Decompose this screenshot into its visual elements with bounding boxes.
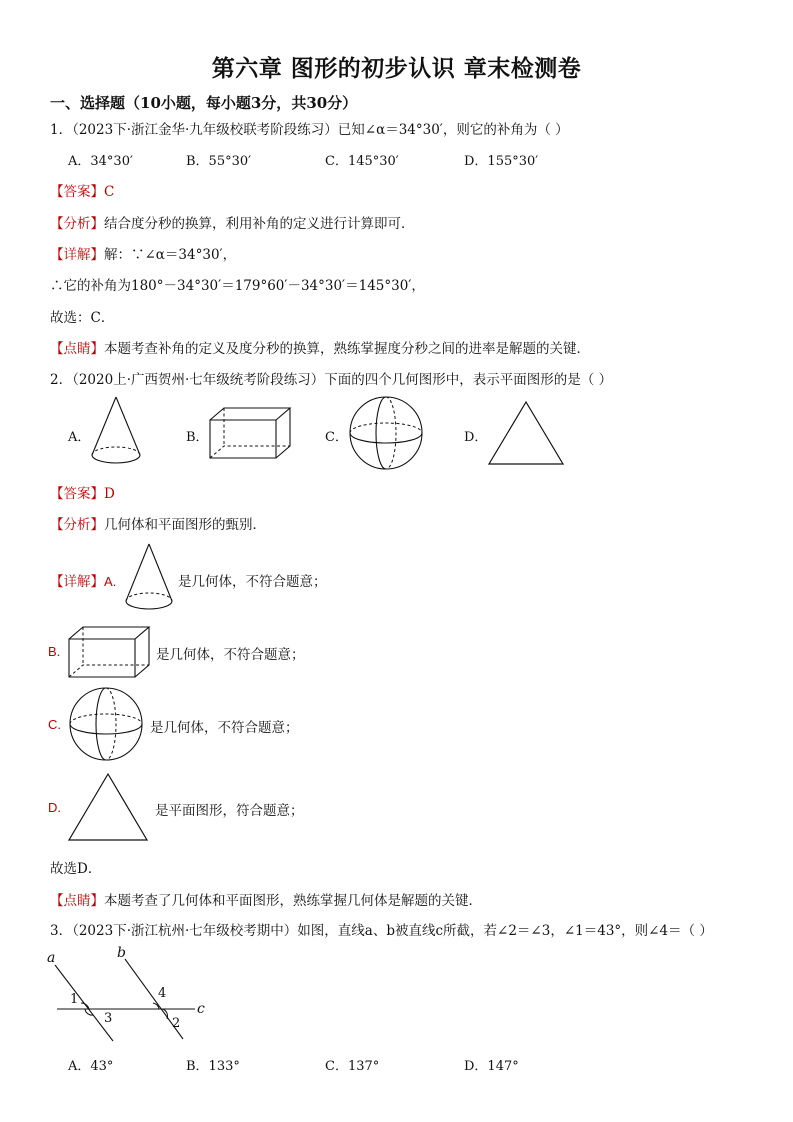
- label-angle-1: 1: [70, 992, 79, 1007]
- detail-cuboid-figure: [67, 625, 151, 679]
- comment-tag: 【点睛】: [50, 341, 104, 357]
- detail-b-letter: B.: [48, 644, 61, 659]
- detail-c-letter: C.: [48, 717, 61, 732]
- q1-stem: 1．（2023下·浙江金华·九年级校联考阶段练习）已知∠α＝34°30′，则它的补角为（ ）: [50, 122, 569, 138]
- detail-a-letter: A.: [104, 574, 117, 589]
- q1-option-a: A．34°30′: [68, 154, 133, 169]
- q1-option-c: C．145°30′: [325, 154, 399, 169]
- q2-detail-c-text: 是几何体，不符合题意；: [150, 720, 299, 736]
- label-c: c: [197, 1001, 205, 1017]
- answer-value: D: [104, 486, 115, 502]
- q2-answer: [50, 482, 115, 502]
- q2-option-c-letter: C．: [325, 430, 348, 445]
- comment-text: 本题考查补角的定义及度分秒的换算，熟练掌握度分秒之间的进率是解题的关键．: [104, 341, 590, 357]
- q3-option-b: B．133°: [186, 1059, 240, 1074]
- label-angle-3: 3: [104, 1011, 113, 1026]
- detail-d-letter: D.: [48, 800, 61, 815]
- analysis-tag: 【分析】: [50, 517, 104, 533]
- q2-option-b-letter: B．: [186, 430, 209, 445]
- detail-tag: 【详解】: [50, 574, 104, 590]
- analysis-text: 几何体和平面图形的甄别．: [104, 517, 266, 533]
- q2-option-a-letter: A．: [68, 430, 91, 445]
- q3-stem: 3．（2023下·浙江杭州·七年级校考期中）如图，直线a、b被直线c所截，若∠2＝∠3，∠1＝43°，则∠4＝（ ）: [50, 923, 713, 939]
- detail-triangle-figure: [67, 772, 149, 842]
- label-b: b: [117, 945, 126, 961]
- q2-detail-b-text: 是几何体，不符合题意；: [156, 647, 305, 663]
- q2-conclusion: 故选D．: [50, 861, 102, 877]
- q1-option-d: D．155°30′: [464, 154, 539, 169]
- q3-option-d: D．147°: [464, 1059, 519, 1074]
- q2-stem: 2．（2020上·广西贺州·七年级统考阶段练习）下面的四个几何图形中，表示平面图形的是（ ）: [50, 372, 613, 388]
- q3-option-a: A．43°: [68, 1059, 114, 1074]
- q1-comment: [50, 337, 590, 357]
- cone-figure: [88, 395, 144, 470]
- q2-detail-a: [50, 570, 116, 590]
- triangle-figure: [487, 400, 565, 466]
- analysis-text: 结合度分秒的换算，利用补角的定义进行计算即可．: [104, 216, 415, 232]
- detail-tag: 【详解】: [50, 247, 104, 263]
- q2-option-d-letter: D．: [464, 430, 488, 445]
- detail-cone-figure: [123, 542, 175, 614]
- sphere-figure: [347, 395, 425, 471]
- section-heading: 一、选择题（10小题，每小题3分，共30分）: [50, 94, 358, 112]
- analysis-tag: 【分析】: [50, 216, 104, 232]
- q2-detail-a-text: 是几何体，不符合题意；: [178, 574, 327, 590]
- detail-text: 解：∵∠α＝34°30′，: [104, 247, 237, 263]
- q1-calc: ∴它的补角为180°－34°30′＝179°60′－34°30′＝145°30′，: [50, 278, 425, 294]
- q1-analysis: [50, 212, 415, 232]
- q2-comment: [50, 889, 482, 909]
- label-a: a: [47, 950, 56, 966]
- comment-text: 本题考查了几何体和平面图形，熟练掌握几何体是解题的关键．: [104, 893, 482, 909]
- answer-tag: 【答案】: [50, 486, 104, 502]
- q1-conclusion: 故选：C．: [50, 310, 115, 326]
- cuboid-figure: [208, 406, 292, 460]
- detail-sphere-figure: [67, 686, 145, 762]
- q1-answer: [50, 180, 114, 200]
- comment-tag: 【点睛】: [50, 893, 104, 909]
- answer-value: C: [104, 184, 115, 200]
- label-angle-4: 4: [158, 986, 167, 1001]
- q1-detail: [50, 243, 236, 263]
- page-title: 第六章 图形的初步认识 章末检测卷: [211, 55, 582, 82]
- label-angle-2: 2: [172, 1016, 181, 1031]
- answer-tag: 【答案】: [50, 184, 104, 200]
- q2-analysis: [50, 513, 266, 533]
- q1-option-b: B．55°30′: [186, 154, 252, 169]
- q3-option-c: C．137°: [325, 1059, 380, 1074]
- q2-detail-d-text: 是平面图形，符合题意；: [155, 803, 304, 819]
